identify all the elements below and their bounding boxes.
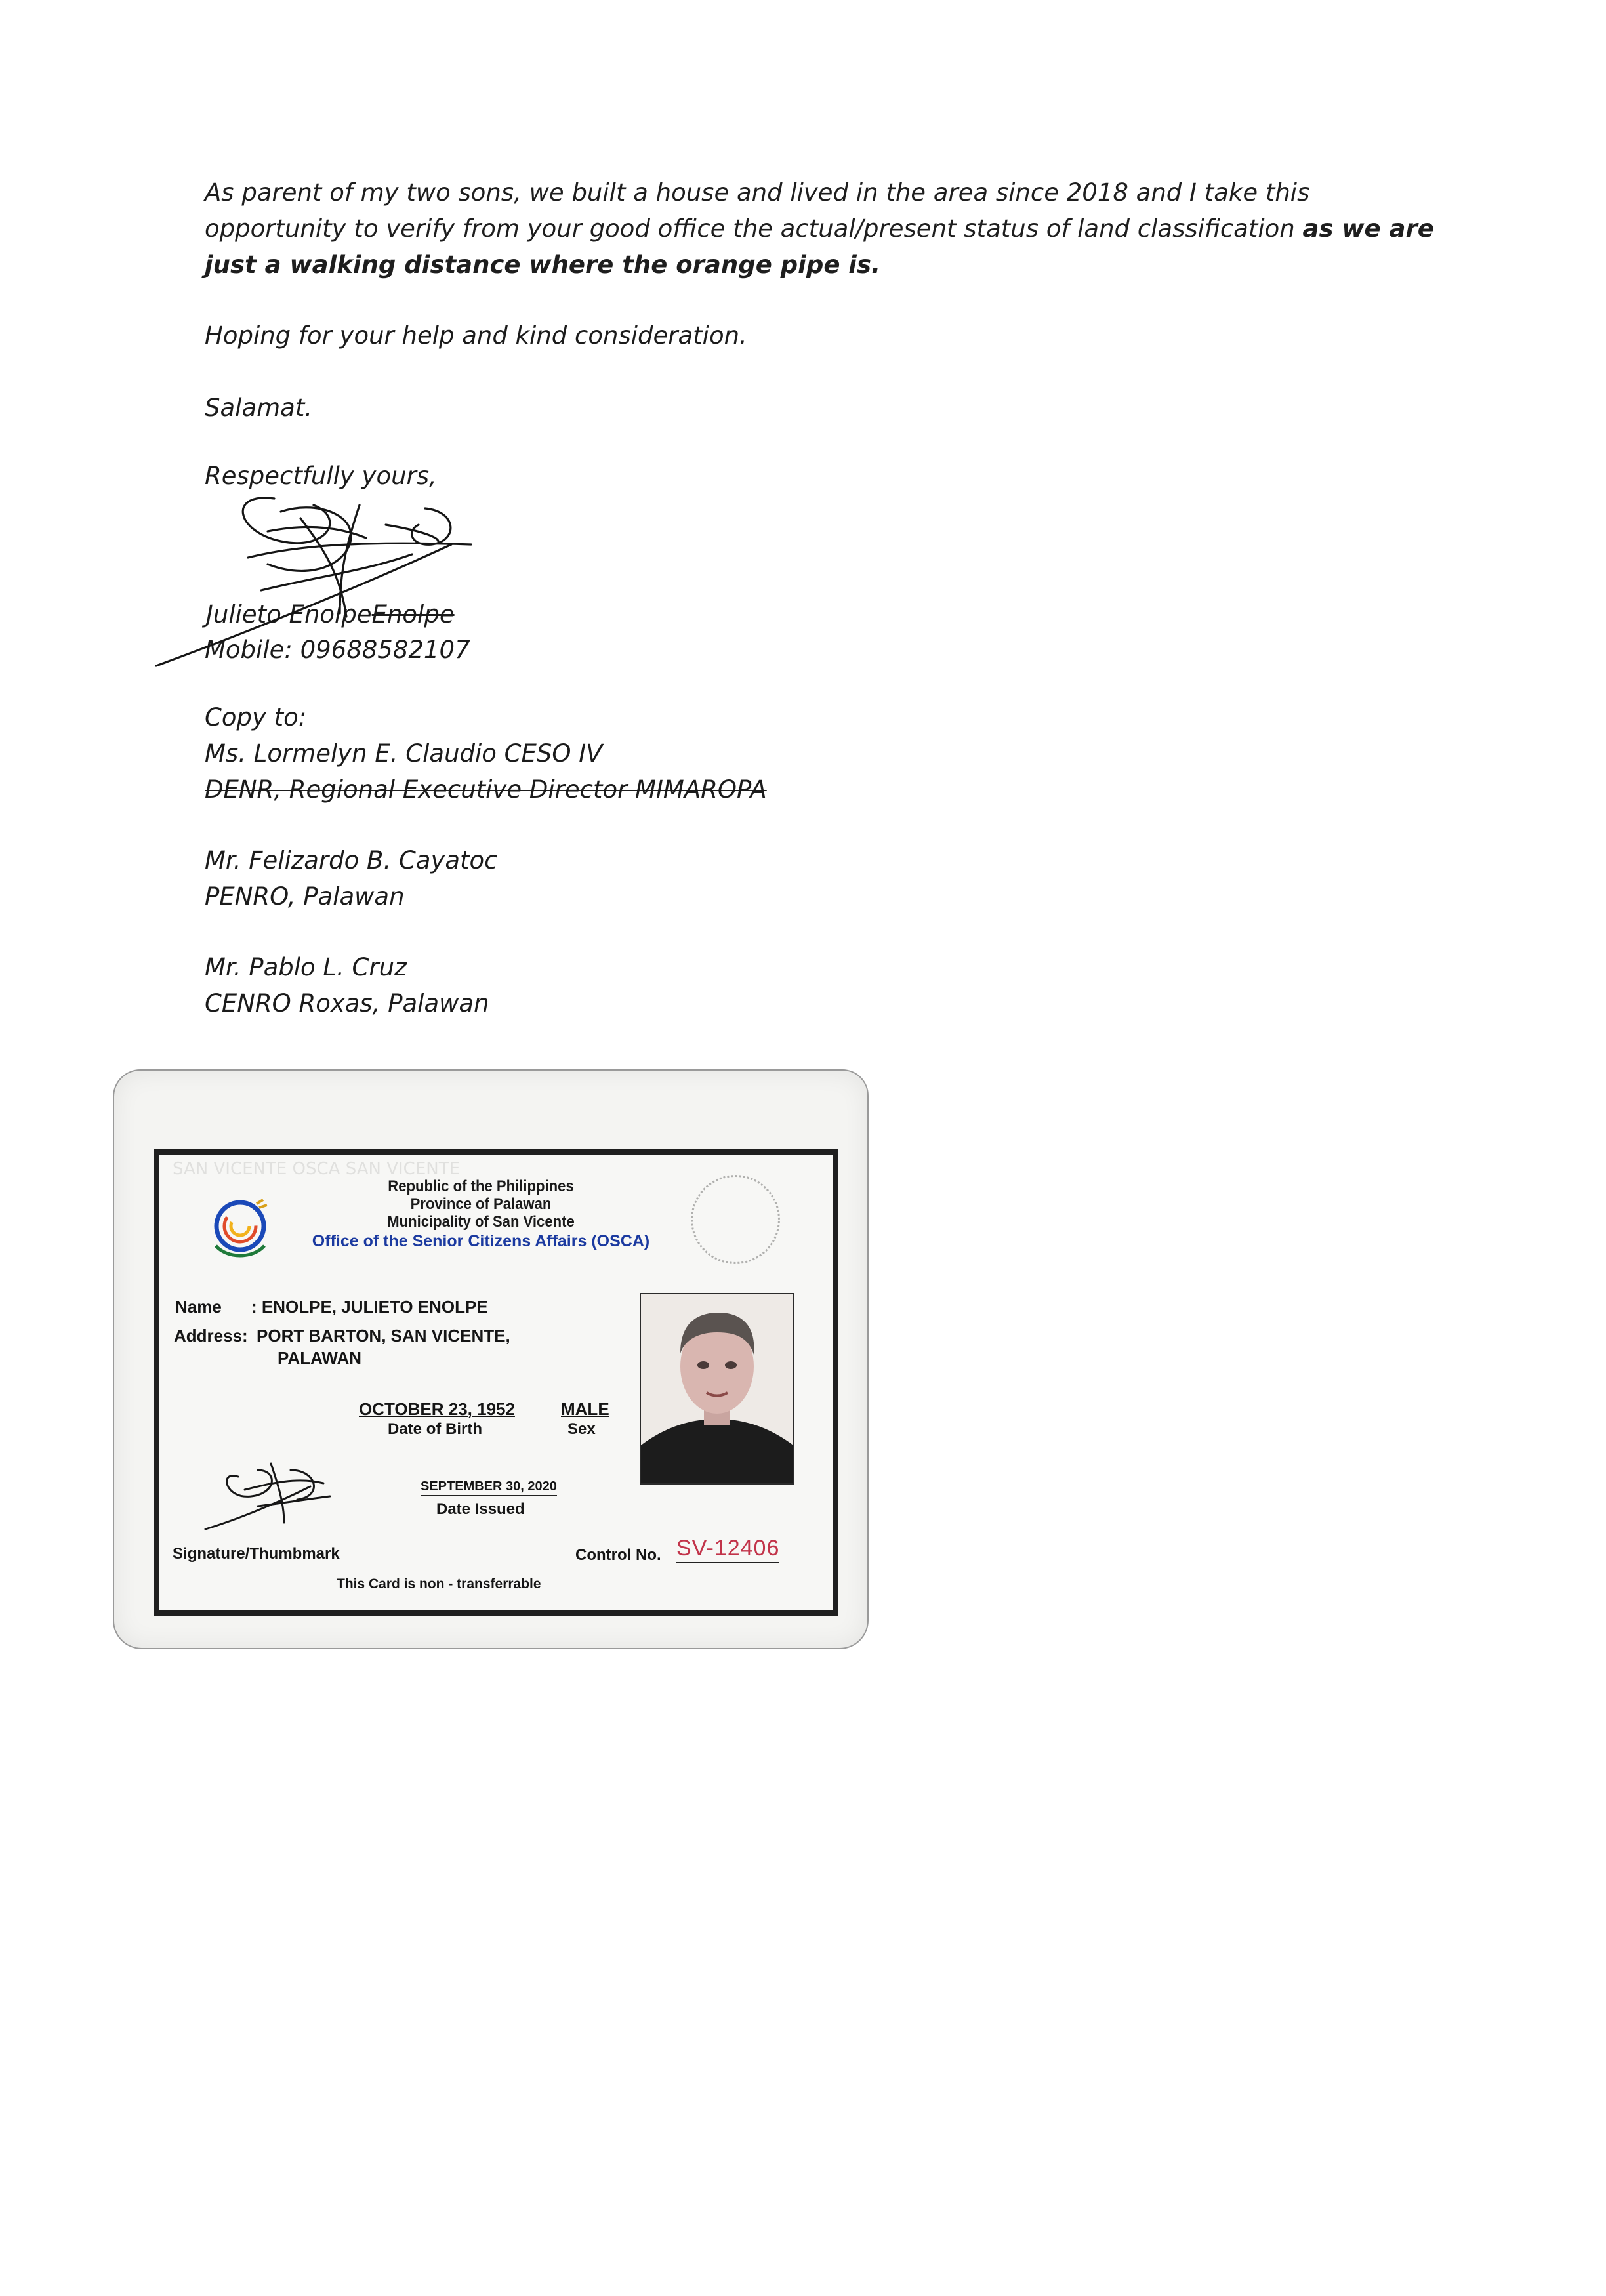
letter-body bbox=[205, 174, 1434, 1017]
closing-line: Respectfully yours, bbox=[205, 462, 437, 490]
portrait-image bbox=[641, 1294, 793, 1483]
salamat-line: Salamat. bbox=[205, 394, 313, 422]
id-card-background-text: SAN VICENTE OSCA SAN VICENTE bbox=[173, 1159, 461, 1179]
body-line bbox=[205, 211, 1434, 247]
card-footer: This Card is non - transferrable bbox=[337, 1576, 541, 1591]
recipient-position: DENR, Regional Executive Director MIMAROPA bbox=[205, 775, 767, 804]
address-line-2: PALAWAN bbox=[278, 1348, 362, 1368]
date-issued-value: SEPTEMBER 30, 2020 bbox=[421, 1479, 557, 1496]
mobile-line: Mobile: 09688582107 bbox=[205, 636, 470, 664]
body-line-text: opportunity to verify from your good office the actual/present status of land classification bbox=[205, 215, 1295, 243]
copy-to-heading: Copy to: bbox=[205, 703, 307, 731]
header-province: Province of Palawan bbox=[410, 1195, 552, 1213]
date-of-birth-label: Date of Birth bbox=[388, 1420, 482, 1438]
signature-label: Signature/Thumbmark bbox=[173, 1545, 340, 1563]
sex-text: MALE bbox=[561, 1399, 609, 1419]
card-signature bbox=[199, 1450, 343, 1536]
handwritten-signature bbox=[150, 479, 491, 676]
header-office: Office of the Senior Citizens Affairs (OSCA) bbox=[312, 1232, 650, 1250]
recipient-position: PENRO, Palawan bbox=[205, 882, 405, 911]
name-label: Name bbox=[175, 1297, 222, 1317]
id-photo bbox=[640, 1293, 794, 1485]
recipient-name: Mr. Pablo L. Cruz bbox=[205, 953, 407, 981]
body-paragraph bbox=[205, 174, 1434, 283]
copy-to-block bbox=[205, 699, 767, 1021]
official-seal-icon bbox=[691, 1175, 780, 1264]
address-line-1: PORT BARTON, SAN VICENTE, bbox=[257, 1326, 510, 1345]
body-bold-inline: as we are bbox=[1302, 215, 1434, 243]
address-label: Address: bbox=[174, 1326, 248, 1345]
date-issued bbox=[421, 1479, 557, 1494]
control-label: Control No. bbox=[575, 1546, 661, 1564]
senior-citizen-id-card bbox=[113, 1069, 869, 1649]
recipient-name: Mr. Felizardo B. Cayatoc bbox=[205, 846, 498, 874]
signer-name-first: Julieto Enolpe bbox=[206, 600, 372, 628]
header-republic: Republic of the Philippines bbox=[388, 1178, 574, 1195]
control-number bbox=[676, 1536, 779, 1561]
recipient-name: Ms. Lormelyn E. Claudio CESO IV bbox=[205, 739, 603, 768]
id-card-header bbox=[297, 1178, 665, 1251]
osca-logo-icon bbox=[204, 1193, 276, 1265]
control-number-value: SV-12406 bbox=[676, 1536, 779, 1563]
date-issued-label: Date Issued bbox=[436, 1500, 525, 1518]
body-bold-line: just a walking distance where the orange pipe is. bbox=[205, 251, 881, 279]
body-line: As parent of my two sons, we built a house and lived in the area since 2018 and I take this bbox=[205, 178, 1310, 207]
hoping-line: Hoping for your help and kind consideration. bbox=[205, 321, 747, 350]
id-card-frame bbox=[154, 1149, 838, 1616]
recipient-position: CENRO Roxas, Palawan bbox=[205, 989, 489, 1017]
date-of-birth bbox=[359, 1399, 515, 1420]
date-of-birth-value: OCTOBER 23, 1952 bbox=[359, 1399, 515, 1419]
sex-value bbox=[561, 1399, 609, 1420]
signer-name-second: Enolpe bbox=[371, 600, 455, 628]
header-municipality: Municipality of San Vicente bbox=[387, 1213, 575, 1231]
name-value: : ENOLPE, JULIETO ENOLPE bbox=[251, 1297, 488, 1317]
sex-label: Sex bbox=[567, 1420, 596, 1438]
